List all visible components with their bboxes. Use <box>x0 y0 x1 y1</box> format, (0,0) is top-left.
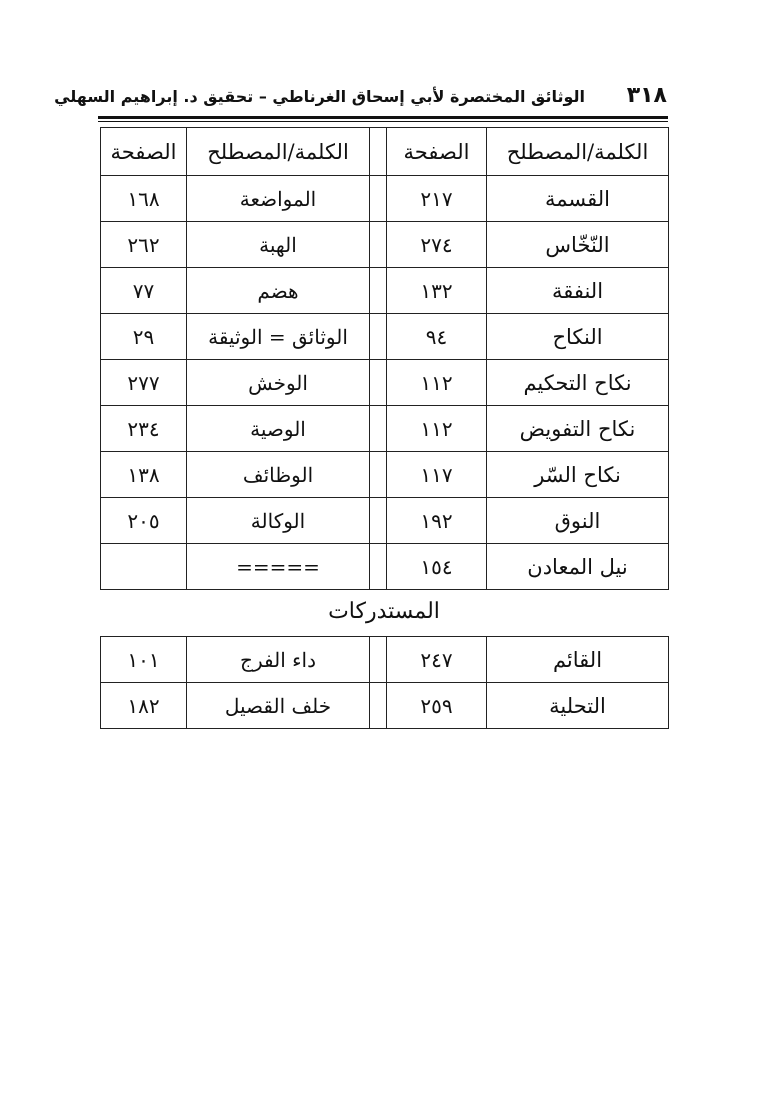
page-cell-2: ١٠١ <box>101 637 187 683</box>
page-cell: ٢١٧ <box>387 176 487 222</box>
page-cell-2: ١٣٨ <box>101 452 187 498</box>
index-table <box>100 127 669 590</box>
addenda-title: المستدركات <box>328 599 440 624</box>
term-cell-2: الهبة <box>187 222 370 268</box>
header-page-2: الصفحة <box>101 128 187 176</box>
column-gap <box>370 222 387 268</box>
table-row <box>101 406 669 452</box>
page-cell: ٩٤ <box>387 314 487 360</box>
term-cell: النوق <box>487 498 669 544</box>
term-cell: النكاح <box>487 314 669 360</box>
table-header-row <box>101 128 669 176</box>
column-gap <box>370 683 387 729</box>
table-row <box>101 452 669 498</box>
term-cell-2: داء الفرج <box>187 637 370 683</box>
page-cell-2: ١٦٨ <box>101 176 187 222</box>
term-cell-2: هضم <box>187 268 370 314</box>
page-cell: ١٩٢ <box>387 498 487 544</box>
term-cell: نيل المعادن <box>487 544 669 590</box>
table-row <box>101 498 669 544</box>
header-term-2: الكلمة/المصطلح <box>187 128 370 176</box>
table-row <box>101 268 669 314</box>
running-title: الوثائق المختصرة لأبي إسحاق الغرناطي – تحقيق د. إبراهيم السهلي <box>54 87 585 106</box>
column-gap <box>370 498 387 544</box>
page-cell: ١٣٢ <box>387 268 487 314</box>
page-cell-2: ٧٧ <box>101 268 187 314</box>
column-gap <box>370 452 387 498</box>
table-row <box>101 544 669 590</box>
table-row <box>101 314 669 360</box>
column-gap <box>370 544 387 590</box>
term-cell: القسمة <box>487 176 669 222</box>
header-rule-thick <box>98 116 668 119</box>
term-cell-2: الوخش <box>187 360 370 406</box>
term-cell-2: الوكالة <box>187 498 370 544</box>
page-cell: ١١٢ <box>387 360 487 406</box>
page-cell: ٢٤٧ <box>387 637 487 683</box>
page-cell-2: ٢٧٧ <box>101 360 187 406</box>
page-cell: ٢٧٤ <box>387 222 487 268</box>
page-cell: ١١٧ <box>387 452 487 498</box>
page-cell: ٢٥٩ <box>387 683 487 729</box>
term-cell: التحلية <box>487 683 669 729</box>
header-term: الكلمة/المصطلح <box>487 128 669 176</box>
column-gap <box>370 406 387 452</box>
term-cell-2: المواضعة <box>187 176 370 222</box>
table-row <box>101 637 669 683</box>
term-cell-2: الوثائق = الوثيقة <box>187 314 370 360</box>
page-cell: ١٥٤ <box>387 544 487 590</box>
term-cell: النفقة <box>487 268 669 314</box>
page-cell-2: ٢٣٤ <box>101 406 187 452</box>
term-cell-2: ===== <box>187 544 370 590</box>
page-cell-2: ٢٩ <box>101 314 187 360</box>
term-cell-2: الوظائف <box>187 452 370 498</box>
page-header <box>54 82 667 114</box>
page-cell: ١١٢ <box>387 406 487 452</box>
term-cell: نكاح السّر <box>487 452 669 498</box>
term-cell: نكاح التفويض <box>487 406 669 452</box>
column-gap <box>370 268 387 314</box>
term-cell: نكاح التحكيم <box>487 360 669 406</box>
page-number: ٣١٨ <box>626 83 667 108</box>
column-gap <box>370 314 387 360</box>
table-row <box>101 683 669 729</box>
table-row <box>101 176 669 222</box>
table-row <box>101 360 669 406</box>
column-gap <box>370 128 387 176</box>
page-cell-2: ١٨٢ <box>101 683 187 729</box>
term-cell-2: الوصية <box>187 406 370 452</box>
header-rule-thin <box>98 121 668 122</box>
table-row <box>101 222 669 268</box>
term-cell: القائم <box>487 637 669 683</box>
column-gap <box>370 360 387 406</box>
term-cell-2: خلف القصيل <box>187 683 370 729</box>
column-gap <box>370 637 387 683</box>
page-cell-2: ٢٠٥ <box>101 498 187 544</box>
term-cell: النّخّاس <box>487 222 669 268</box>
page-cell-2 <box>101 544 187 590</box>
page-cell-2: ٢٦٢ <box>101 222 187 268</box>
addenda-table <box>100 636 669 729</box>
header-page: الصفحة <box>387 128 487 176</box>
column-gap <box>370 176 387 222</box>
